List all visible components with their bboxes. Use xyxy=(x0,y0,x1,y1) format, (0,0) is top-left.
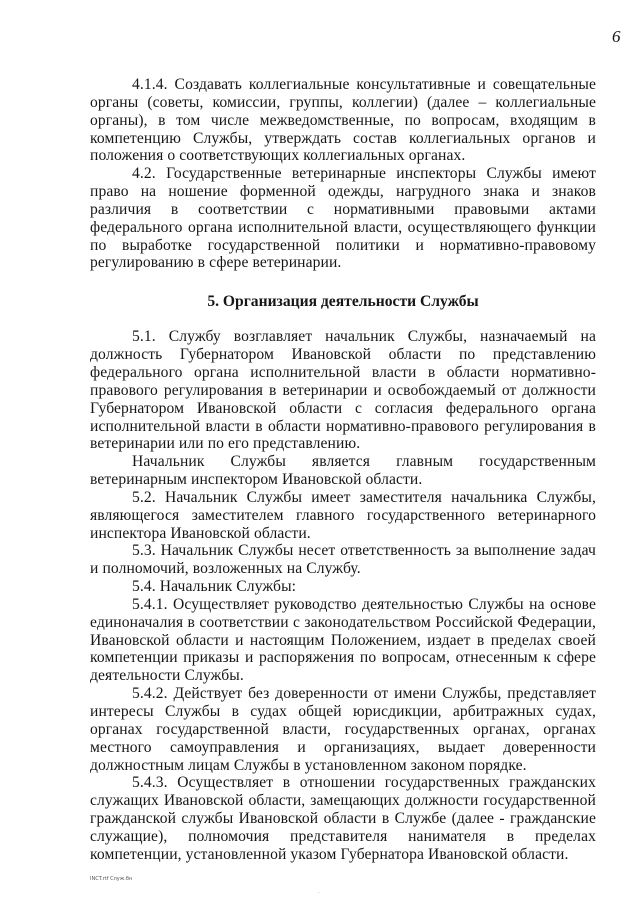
bottom-mark: · xyxy=(318,890,320,896)
document-body xyxy=(90,76,596,864)
paragraph-4-2: 4.2. Государственные ветеринарные инспекторы Службы имеют право на ношение форменной одежды, нагрудного знака и знаков различия в соответствии с нормативными правовыми актами федерального органа исполнительной власти, осуществляющего функции по выработке государственной политики и нормативно-правовому регулированию в сфере ветеринарии. xyxy=(90,165,596,272)
paragraph-5-4-3: 5.4.3. Осуществляет в отношении государственных гражданских служащих Ивановской области, замещающих должности государственной гражданской службы Ивановской области в Службе (далее - гражданские служащие), полномочия представителя нанимателя в пределах компетенции, установленной указом Губернатора Ивановской области. xyxy=(90,774,596,863)
paragraph-5-2: 5.2. Начальник Службы имеет заместителя начальника Службы, являющегося заместителем главного государственного ветеринарного инспектора Ивановской области. xyxy=(90,488,596,542)
page-number: 6 xyxy=(612,27,621,46)
paragraph-5-3: 5.3. Начальник Службы несет ответственность за выполнение задач и полномочий, возложенных на Службу. xyxy=(90,542,596,578)
paragraph-5-4-2: 5.4.2. Действует без доверенности от имени Службы, представляет интересы Службы в судах общей юрисдикции, арбитражных судах, органах государственной власти, государственных органах, органах местного самоуправления и организациях, выдает доверенности должностным лицам Службы в установленном законом порядке. xyxy=(90,685,596,774)
section-5-heading: 5. Организация деятельности Службы xyxy=(207,293,479,311)
paragraph-5-4-1: 5.4.1. Осуществляет руководство деятельностью Службы на основе единоначалия в соответствии с законодательством Российской Федерации, Ивановской области и настоящим Положением, издает в пределах своей компетенции приказы и распоряжения по вопросам, отнесенным к сфере деятельности Службы. xyxy=(90,595,596,685)
paragraph-head-inspector: Начальник Службы является главным государственным ветеринарным инспектором Ивановской области. xyxy=(90,453,596,489)
paragraph-5-1: 5.1. Службу возглавляет начальник Службы, назначаемый на должность Губернатором Ивановской области по представлению федерального органа исполнительной власти в области нормативно-правового регулирования в ветеринарии и освобождаемый от должности Губернатором Ивановской области с согласия федерального органа исполнительной власти в области нормативно-правового регулирования в ветеринарии или по его представлению. xyxy=(90,328,596,453)
paragraph-5-4: 5.4. Начальник Службы: xyxy=(132,578,297,596)
footer-file-reference: INCT.rtf Служ.бн xyxy=(90,876,133,882)
paragraph-4-1-4: 4.1.4. Создавать коллегиальные консультативные и совещательные органы (советы, комиссии, группы, коллегии) (далее – коллегиальные органы), в том числе межведомственные, по вопросам, входящим в компетенцию Службы, утверждать состав коллегиальных органов и положения о соответствующих коллегиальных органах. xyxy=(90,76,596,165)
